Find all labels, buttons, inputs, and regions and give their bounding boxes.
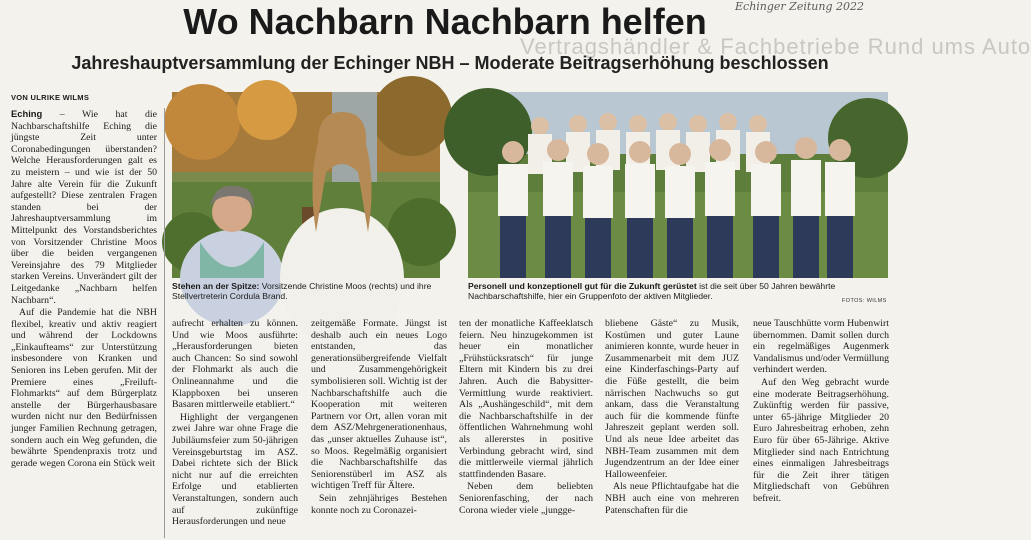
column-rule xyxy=(164,108,165,538)
article-column-2 xyxy=(172,318,298,540)
subheadline: Jahreshauptversammlung der Echinger NBH – Moderate Beitragserhöhung beschlossen xyxy=(71,53,829,73)
caption-text: ist die seit über 50 Jahren bewährte Nachbarschaftshilfe, hier ein Gruppenfoto der aktiven Mitglieder. xyxy=(468,281,836,302)
article-column-6 xyxy=(753,318,889,540)
article-column-3 xyxy=(311,318,447,540)
byline: VON ULRIKE WILMS xyxy=(11,93,90,102)
photo-credit: FOTOS: WILMS xyxy=(842,298,887,304)
photo-group-caption xyxy=(468,281,888,302)
photo-group xyxy=(468,92,888,278)
lead-paragraph: Eching – Wie hat die Nachbarschaftshilfe Eching die jüngste Zeit unter Coronabedingungen überstanden? Welche Herausforderungen galt es zu meistern – und wie ist der 50 Jahre alte Verein für die Zukunft aufgestellt? Diese zentralen Fragen standen bei der Jahreshauptversammlung im Mittelpunkt des Vorstandsberichtes von Vorsitzender Christine Moos über die beiden vergangenen Vereinsjahre des 79 Mitglieder starken Vereins. Unverändert gilt der Leitgedanke „Nachbarn helfen Nachbarn“. xyxy=(11,108,157,306)
bleed-through-ad-text: Vertragshändler & Fachbetriebe Rund ums Auto xyxy=(520,34,1031,59)
paragraph: Highlight der vergangenen zwei Jahre war ohne Frage die Jubiläumsfeier zum 50-jährigen Vereinsgeburtstag im ASZ. Dabei richtete sich der Blick nicht nur auf die erreichten Erfolge und etablierten Veranstaltungen, sondern auch auf zukünftige Herausforderungen und neue xyxy=(172,411,298,528)
headline: Wo Nachbarn Nachbarn helfen xyxy=(183,1,707,42)
paragraph: Neben dem beliebten Seniorenfasching, der nach Corona wieder viele „jungge- xyxy=(459,481,593,516)
dateline: Eching xyxy=(11,108,43,119)
paragraph: Als neue Pflichtaufgabe hat die NBH auch eine von mehreren Patenschaften für die xyxy=(605,481,739,516)
caption-bold: Stehen an der Spitze: xyxy=(172,281,260,291)
photo-leadership xyxy=(172,92,440,278)
handwritten-note: Echinger Zeitung 2022 xyxy=(735,0,864,13)
paragraph: Auf den Weg gebracht wurde eine moderate Beitragserhöhung. Zukünftig werden für passive, unter 65-jährige Mitglieder 20 Euro Jahresbeitrag erhoben, zehn Euro für über 65-Jährige. Aktive Mitglieder sind nach Entrichtung eines einmaligen Jahresbeitrags für die Zeit ihrer tätigen Mitgliedschaft von Gebühren befreit. xyxy=(753,376,889,504)
paragraph: zeitgemäße Formate. Jüngst ist deshalb auch ein neues Logo entstanden, das generationsübergreifende Vielfalt und Zusammengehörigkeit symbolisieren soll. Wichtig ist der Nachbarschaftshilfe auch die Kooperation mit weiteren Partnern vor Ort, allen voran mit dem ASZ/Mehrgenerationenhaus, das „unser aktuelles Zuhause ist“, so Moos. Regelmäßig organisiert die Nachbarschaftshilfe das Seniorenstüberl im ASZ als wichtigen Treff für Ältere. xyxy=(311,318,447,492)
article-column-5 xyxy=(605,318,739,540)
paragraph: Sein zehnjähriges Bestehen konnte noch zu Coronazei- xyxy=(311,492,447,516)
article-column-4 xyxy=(459,318,593,540)
paragraph: bliebene Gäste“ zu Musik, Kostümen und guter Laune animieren konnte, wurde heuer in Zusammenarbeit mit dem JUZ eine Kinderfaschings-Party auf die Füße gestellt, die beim närrischen Nachwuchs so gut ankam, dass die Veranstaltung auch für die kommende fünfte Jahreszeit geplant werden soll. Und als neue Idee arbeitet das NBH-Team zusammen mit dem Jugendzentrum an der Idee einer Halloweenfeier. xyxy=(605,318,739,480)
paragraph: aufrecht erhalten zu können. Und wie Moos ausführte: „Herausforderungen bieten auch Chancen: So sind sowohl der Flohmarkt als auch die Onlineannahme und die Klappboxen bei unseren Basaren mittlerweile etabliert.“ xyxy=(172,318,298,411)
caption-bold: Personell und konzeptionell gut für die Zukunft gerüstet xyxy=(468,281,697,291)
caption-text: Vorsitzende Christine Moos (rechts) und ihre Stellvertreterin Cordula Brand. xyxy=(172,281,432,302)
paragraph: neue Tauschhütte vorm Hubenwirt übernommen. Damit sollen durch ein regelmäßiges Augenmerk Vandalismus und/oder Vermüllung verhindert werden. xyxy=(753,318,889,376)
paragraph: Auf die Pandemie hat die NBH flexibel, kreativ und aktiv reagiert und während der Lockdowns „Einkaufteams“ zur Unterstützung insbesondere von Kranken und Senioren ins Leben gerufen. Mit der Premiere eines „Freiluft-Flohmarkts“ auf dem Bürgerplatz anstelle der Bürgerhausbasare wurden nicht nur den Bedürfnissen junger Familien Rechnung getragen, sondern auch ein Weg gefunden, die bewährte Spendenpraxis trotz und gerade wegen Corona ein Stück weit xyxy=(11,307,157,469)
paragraph: ten der monatliche Kaffeeklatsch feiern. Neu hinzugekommen ist heuer ein monatlicher „Frühstücksratsch“ für junge Eltern mit Kindern bis zu drei Jahren. Auch die Babysitter-Vermittlung wurde reaktiviert. Als „Aushängeschild“, mit dem die Nachbarschaftshilfe in der öffentlichen Wahrnehmung wohl als allererstes in positive Verbindung gebracht wird, sind die mittlerweile viermal jährlich stattfindenden Basare. xyxy=(459,318,593,480)
photo-leadership-caption xyxy=(172,281,440,302)
article-column-1 xyxy=(11,108,157,540)
